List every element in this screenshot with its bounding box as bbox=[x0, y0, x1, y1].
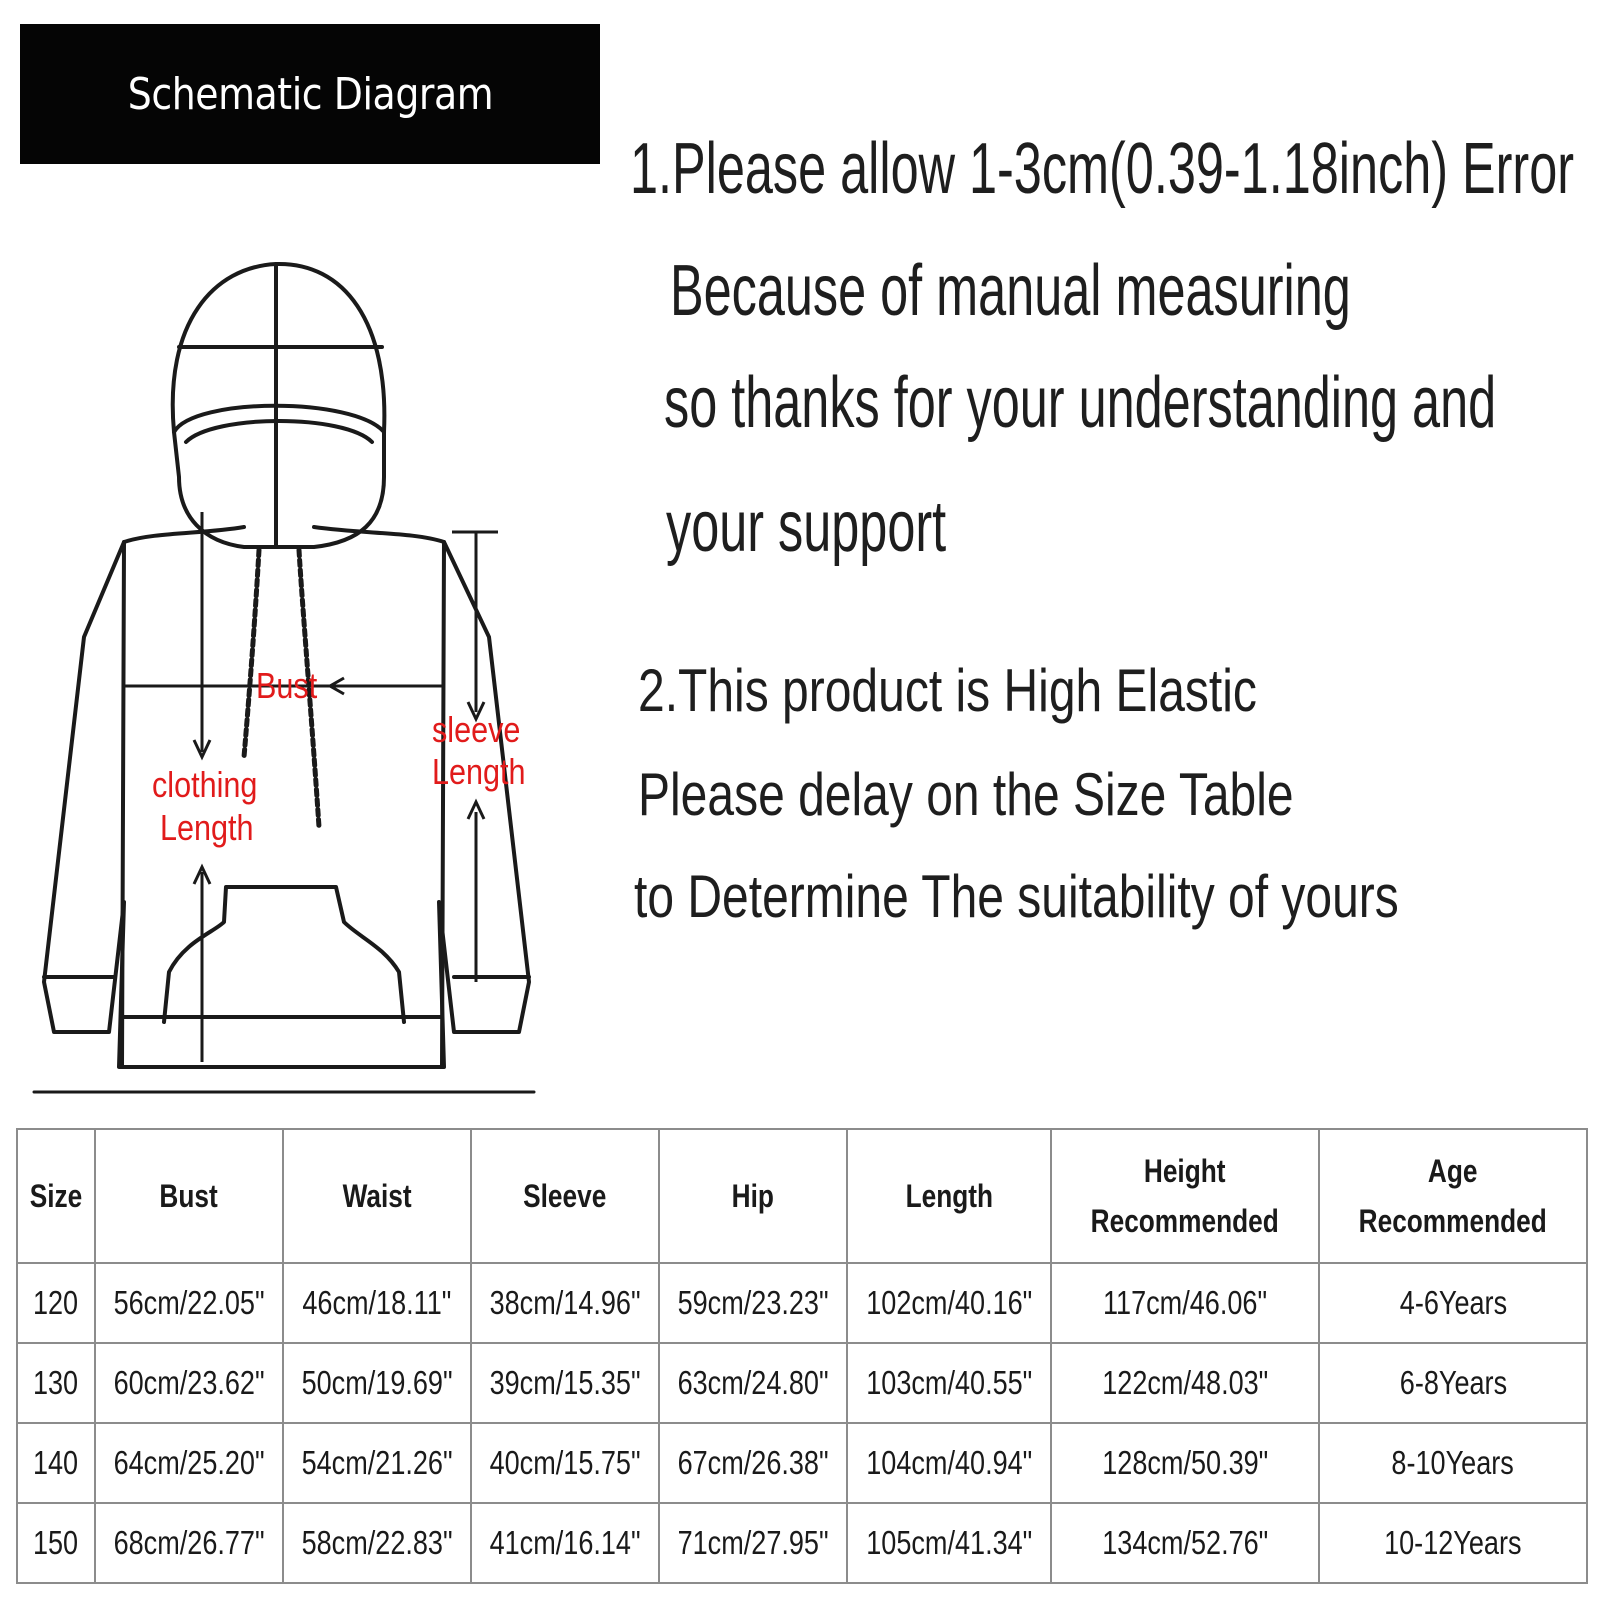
cell-bust: 60cm/23.62" bbox=[95, 1343, 283, 1423]
cell-size: 140 bbox=[17, 1423, 95, 1503]
cell-bust: 64cm/25.20" bbox=[95, 1423, 283, 1503]
cell-bust: 56cm/22.05" bbox=[95, 1263, 283, 1343]
cell-length: 105cm/41.34" bbox=[847, 1503, 1051, 1583]
cell-sleeve: 38cm/14.96" bbox=[471, 1263, 659, 1343]
sleeve-label-line2: Length bbox=[432, 752, 526, 793]
cell-age: 6-8Years bbox=[1319, 1343, 1587, 1423]
header-length: Length bbox=[847, 1129, 1051, 1263]
cell-bust: 68cm/26.77" bbox=[95, 1503, 283, 1583]
size-table bbox=[16, 1128, 1588, 1584]
cell-height: 134cm/52.76" bbox=[1051, 1503, 1319, 1583]
cell-size: 120 bbox=[17, 1263, 95, 1343]
cell-length: 104cm/40.94" bbox=[847, 1423, 1051, 1503]
header-size: Size bbox=[17, 1129, 95, 1263]
cell-height: 122cm/48.03" bbox=[1051, 1343, 1319, 1423]
notes-panel bbox=[630, 110, 1580, 950]
header-age-recommended: Age Recommended bbox=[1319, 1129, 1587, 1263]
cell-sleeve: 39cm/15.35" bbox=[471, 1343, 659, 1423]
hood-opening bbox=[174, 406, 384, 432]
note-error-allowance: 1.Please allow 1-3cm(0.39-1.18inch) Error bbox=[630, 129, 1575, 209]
cell-age: 10-12Years bbox=[1319, 1503, 1587, 1583]
body-outline bbox=[44, 527, 529, 1067]
header-hip: Hip bbox=[659, 1129, 847, 1263]
header-bust: Bust bbox=[95, 1129, 283, 1263]
schematic-title: Schematic Diagram bbox=[127, 68, 493, 120]
table-header-row bbox=[17, 1129, 1587, 1263]
cell-length: 103cm/40.55" bbox=[847, 1343, 1051, 1423]
note-size-table: Please delay on the Size Table bbox=[638, 761, 1294, 828]
table-row bbox=[17, 1263, 1587, 1343]
cell-waist: 46cm/18.11" bbox=[283, 1263, 471, 1343]
clothing-label-line2: Length bbox=[160, 808, 254, 849]
table-row bbox=[17, 1343, 1587, 1423]
note-high-elastic: 2.This product is High Elastic bbox=[638, 657, 1257, 724]
cell-height: 128cm/50.39" bbox=[1051, 1423, 1319, 1503]
header-sleeve: Sleeve bbox=[471, 1129, 659, 1263]
cell-sleeve: 41cm/16.14" bbox=[471, 1503, 659, 1583]
cell-hip: 59cm/23.23" bbox=[659, 1263, 847, 1343]
note-manual-measuring: Because of manual measuring bbox=[670, 251, 1351, 331]
bust-label: Bust bbox=[256, 666, 318, 707]
clothing-label-line1: clothing bbox=[152, 765, 258, 806]
sleeve-label-line1: sleeve bbox=[432, 710, 521, 751]
note-support: your support bbox=[666, 487, 947, 567]
note-suitability: to Determine The suitability of yours bbox=[634, 863, 1399, 930]
cell-sleeve: 40cm/15.75" bbox=[471, 1423, 659, 1503]
cell-hip: 67cm/26.38" bbox=[659, 1423, 847, 1503]
table-row bbox=[17, 1503, 1587, 1583]
hoodie-diagram bbox=[14, 22, 600, 1112]
note-thanks: so thanks for your understanding and bbox=[664, 363, 1497, 443]
header-waist: Waist bbox=[283, 1129, 471, 1263]
pocket bbox=[164, 887, 404, 1022]
cell-size: 130 bbox=[17, 1343, 95, 1423]
cell-waist: 54cm/21.26" bbox=[283, 1423, 471, 1503]
header-height-recommended: Height Recommended bbox=[1051, 1129, 1319, 1263]
cell-hip: 63cm/24.80" bbox=[659, 1343, 847, 1423]
cell-hip: 71cm/27.95" bbox=[659, 1503, 847, 1583]
cell-waist: 58cm/22.83" bbox=[283, 1503, 471, 1583]
cell-age: 4-6Years bbox=[1319, 1263, 1587, 1343]
cell-length: 102cm/40.16" bbox=[847, 1263, 1051, 1343]
cell-size: 150 bbox=[17, 1503, 95, 1583]
table-row bbox=[17, 1423, 1587, 1503]
cell-height: 117cm/46.06" bbox=[1051, 1263, 1319, 1343]
cell-age: 8-10Years bbox=[1319, 1423, 1587, 1503]
schematic-panel bbox=[14, 22, 600, 1112]
cell-waist: 50cm/19.69" bbox=[283, 1343, 471, 1423]
